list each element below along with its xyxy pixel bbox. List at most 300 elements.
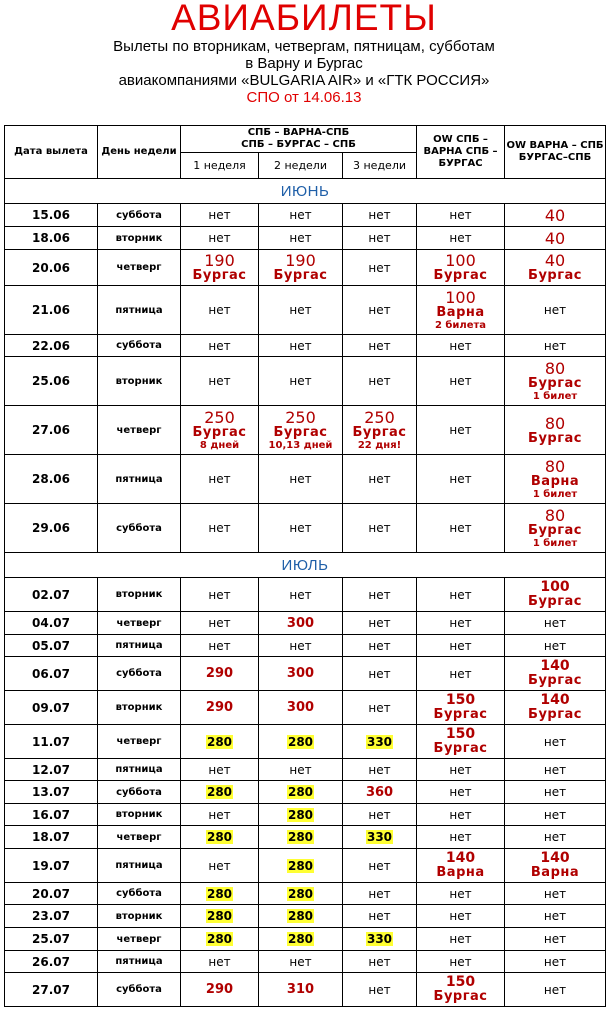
price-value: 40: [544, 251, 566, 270]
date-cell: 25.07: [5, 928, 98, 951]
price-value: 290: [205, 982, 234, 997]
unavailable-text: нет: [368, 858, 391, 873]
day-cell: четверг: [98, 725, 181, 759]
unavailable-text: нет: [208, 472, 231, 486]
unavailable-text: нет: [543, 303, 567, 317]
unavailable-text: нет: [449, 666, 472, 681]
price-cell: [505, 357, 606, 406]
price-cell: [505, 951, 606, 973]
day-cell: четверг: [98, 250, 181, 286]
day-cell: четверг: [98, 826, 181, 849]
price-value: 300: [286, 700, 315, 715]
price-cell: [505, 849, 606, 883]
unavailable-text: нет: [543, 830, 567, 844]
table-row: [5, 849, 606, 883]
price-cell: [417, 204, 505, 227]
table-row: [5, 883, 606, 905]
price-value: 360: [365, 784, 394, 800]
day-cell: суббота: [98, 973, 181, 1007]
month-row: [5, 553, 606, 578]
price-cell: [343, 578, 417, 612]
unavailable-text: нет: [289, 231, 312, 245]
price-cell: [505, 204, 606, 227]
date-cell: 28.06: [5, 455, 98, 504]
unavailable-text: нет: [543, 638, 567, 653]
airport-label: Бургас: [433, 707, 488, 722]
unavailable-text: нет: [289, 521, 312, 535]
price-value: 140: [445, 850, 476, 866]
unavailable-text: нет: [208, 616, 231, 630]
unavailable-text: нет: [208, 303, 231, 317]
price-cell: [181, 357, 259, 406]
price-value: 190: [204, 251, 235, 270]
day-cell: суббота: [98, 883, 181, 905]
price-value: 150: [445, 726, 476, 742]
price-value: 80: [544, 457, 566, 476]
price-cell: [505, 657, 606, 691]
unavailable-text: нет: [289, 208, 312, 222]
price-cell: [505, 883, 606, 905]
unavailable-text: нет: [289, 374, 312, 388]
unavailable-text: нет: [368, 982, 391, 997]
price-cell: [181, 691, 259, 725]
table-row: [5, 781, 606, 804]
price-cell: [181, 928, 259, 951]
unavailable-text: нет: [368, 374, 391, 388]
subtitle-days: Вылеты по вторникам, четвергам, пятницам, субботам: [113, 38, 495, 55]
unavailable-text: нет: [449, 231, 472, 245]
price-cell: [259, 612, 343, 635]
table-row: [5, 759, 606, 781]
unavailable-text: нет: [449, 909, 472, 923]
price-value: 280: [206, 830, 233, 844]
day-cell: вторник: [98, 578, 181, 612]
header-ow-out: OW СПБ – ВАРНА СПБ – БУРГАС: [417, 126, 505, 179]
unavailable-text: нет: [449, 932, 472, 946]
unavailable-text: нет: [208, 954, 231, 969]
price-cell: [259, 826, 343, 849]
price-cell: [259, 657, 343, 691]
unavailable-text: нет: [449, 954, 472, 969]
unavailable-text: нет: [368, 886, 391, 901]
unavailable-text: нет: [449, 208, 472, 222]
flights-body: [5, 179, 606, 1007]
price-cell: [181, 973, 259, 1007]
table-row: [5, 250, 606, 286]
price-cell: [417, 612, 505, 635]
table-row: [5, 357, 606, 406]
price-cell: [343, 612, 417, 635]
unavailable-text: нет: [449, 762, 472, 777]
price-cell: [505, 335, 606, 357]
price-cell: [343, 227, 417, 250]
date-cell: 19.07: [5, 849, 98, 883]
price-cell: [181, 335, 259, 357]
price-cell: [343, 826, 417, 849]
price-cell: [259, 691, 343, 725]
price-value: 80: [544, 506, 566, 525]
unavailable-text: нет: [289, 472, 312, 486]
price-cell: [417, 905, 505, 928]
unavailable-text: нет: [543, 886, 567, 901]
table-row: [5, 227, 606, 250]
price-value: 250: [204, 408, 235, 427]
unavailable-text: нет: [368, 762, 391, 777]
airport-label: Бургас: [528, 707, 582, 722]
price-value: 250: [285, 408, 316, 427]
price-cell: [417, 227, 505, 250]
price-cell: [181, 406, 259, 455]
date-cell: 15.06: [5, 204, 98, 227]
price-cell: [181, 781, 259, 804]
price-cell: [417, 691, 505, 725]
airport-label: Бургас: [433, 268, 488, 283]
date-cell: 16.07: [5, 804, 98, 826]
date-cell: 25.06: [5, 357, 98, 406]
unavailable-text: нет: [368, 909, 391, 923]
unavailable-text: нет: [449, 785, 472, 799]
date-cell: 05.07: [5, 635, 98, 657]
price-cell: [505, 759, 606, 781]
price-cell: [181, 250, 259, 286]
price-value: 280: [206, 909, 233, 923]
price-cell: [505, 612, 606, 635]
price-cell: [343, 635, 417, 657]
price-value: 190: [285, 251, 316, 270]
unavailable-text: нет: [543, 762, 567, 777]
unavailable-text: нет: [449, 638, 472, 653]
price-cell: [259, 928, 343, 951]
price-cell: [259, 804, 343, 826]
price-cell: [343, 657, 417, 691]
ticket-note: 1 билет: [532, 538, 578, 549]
price-cell: [417, 357, 505, 406]
unavailable-text: нет: [368, 616, 391, 630]
price-cell: [259, 725, 343, 759]
price-cell: [343, 759, 417, 781]
price-cell: [417, 951, 505, 973]
price-value: 140: [540, 658, 570, 674]
spo-date: СПО от 14.06.13: [246, 89, 362, 106]
price-cell: [259, 905, 343, 928]
unavailable-text: нет: [543, 785, 567, 799]
price-cell: [259, 849, 343, 883]
price-cell: [259, 455, 343, 504]
unavailable-text: нет: [543, 954, 567, 969]
price-cell: [181, 951, 259, 973]
table-row: [5, 504, 606, 553]
table-row: [5, 612, 606, 635]
price-cell: [259, 635, 343, 657]
unavailable-text: нет: [289, 587, 312, 602]
day-cell: суббота: [98, 657, 181, 691]
unavailable-text: нет: [368, 587, 391, 602]
price-value: 300: [286, 666, 315, 681]
unavailable-text: нет: [368, 231, 391, 245]
unavailable-text: нет: [449, 521, 472, 535]
price-cell: [259, 406, 343, 455]
price-value: 250: [364, 408, 395, 427]
flights-table: [4, 125, 606, 1007]
unavailable-text: нет: [208, 208, 231, 222]
price-cell: [259, 759, 343, 781]
price-cell: [259, 883, 343, 905]
unavailable-text: нет: [208, 807, 231, 822]
price-cell: [181, 635, 259, 657]
price-value: 280: [287, 785, 314, 799]
price-cell: [505, 227, 606, 250]
day-cell: четверг: [98, 928, 181, 951]
price-cell: [343, 406, 417, 455]
header-week-3: 3 недели: [343, 153, 417, 179]
table-row: [5, 455, 606, 504]
price-cell: [417, 928, 505, 951]
month-label: ИЮЛЬ: [5, 553, 606, 578]
price-cell: [181, 905, 259, 928]
table-row: [5, 335, 606, 357]
date-cell: 22.06: [5, 335, 98, 357]
unavailable-text: нет: [208, 374, 231, 388]
airport-label: Варна: [436, 865, 485, 880]
price-cell: [343, 504, 417, 553]
price-cell: [505, 804, 606, 826]
airport-label: Бургас: [192, 268, 247, 283]
price-cell: [259, 250, 343, 286]
price-cell: [417, 335, 505, 357]
day-cell: суббота: [98, 781, 181, 804]
date-cell: 11.07: [5, 725, 98, 759]
unavailable-text: нет: [449, 587, 472, 602]
date-cell: 06.07: [5, 657, 98, 691]
price-value: 280: [287, 807, 314, 822]
price-cell: [417, 973, 505, 1007]
price-cell: [417, 725, 505, 759]
price-cell: [181, 883, 259, 905]
table-row: [5, 973, 606, 1007]
price-cell: [417, 504, 505, 553]
month-row: [5, 179, 606, 204]
price-cell: [259, 578, 343, 612]
header-week-2: 2 недели: [259, 153, 343, 179]
price-cell: [181, 826, 259, 849]
unavailable-text: нет: [543, 616, 567, 630]
unavailable-text: нет: [208, 521, 231, 535]
airport-label: Варна: [436, 305, 485, 320]
date-cell: 27.07: [5, 973, 98, 1007]
date-cell: 23.07: [5, 905, 98, 928]
day-cell: вторник: [98, 691, 181, 725]
price-value: 140: [540, 850, 570, 866]
airport-label: Бургас: [528, 594, 582, 609]
date-cell: 18.07: [5, 826, 98, 849]
header-day: День недели: [98, 126, 181, 179]
price-cell: [343, 951, 417, 973]
ticket-note: 2 билета: [434, 320, 487, 331]
price-cell: [505, 781, 606, 804]
subtitle-airlines: авиакомпаниями «BULGARIA AIR» и «ГТК РОССИЯ»: [118, 72, 490, 89]
unavailable-text: нет: [449, 616, 472, 630]
day-cell: суббота: [98, 335, 181, 357]
price-cell: [417, 250, 505, 286]
day-cell: вторник: [98, 227, 181, 250]
price-cell: [343, 286, 417, 335]
airport-label: Бургас: [528, 673, 582, 688]
price-cell: [505, 578, 606, 612]
price-cell: [417, 578, 505, 612]
unavailable-text: нет: [368, 521, 391, 535]
ticket-note: 1 билет: [532, 489, 578, 500]
price-value: 280: [287, 886, 314, 901]
day-cell: суббота: [98, 204, 181, 227]
unavailable-text: нет: [543, 932, 567, 946]
unavailable-text: нет: [208, 858, 231, 873]
price-value: 330: [366, 830, 393, 844]
airport-label: Бургас: [528, 268, 582, 283]
price-cell: [181, 804, 259, 826]
ticket-note: 22 дня!: [357, 440, 402, 451]
unavailable-text: нет: [289, 303, 312, 317]
airport-label: Варна: [530, 865, 580, 880]
ticket-note: 10,13 дней: [268, 440, 333, 451]
date-cell: 02.07: [5, 578, 98, 612]
price-cell: [505, 725, 606, 759]
price-cell: [417, 804, 505, 826]
table-row: [5, 286, 606, 335]
unavailable-text: нет: [449, 423, 472, 437]
table-row: [5, 804, 606, 826]
price-cell: [417, 826, 505, 849]
price-value: 330: [366, 734, 393, 749]
day-cell: пятница: [98, 849, 181, 883]
price-value: 280: [287, 858, 314, 873]
day-cell: пятница: [98, 951, 181, 973]
date-cell: 13.07: [5, 781, 98, 804]
price-cell: [181, 227, 259, 250]
unavailable-text: нет: [368, 638, 391, 653]
unavailable-text: нет: [289, 638, 312, 653]
price-cell: [259, 504, 343, 553]
price-value: 40: [544, 228, 566, 248]
subtitle-destinations: в Варну и Бургас: [245, 55, 363, 72]
date-cell: 09.07: [5, 691, 98, 725]
price-cell: [343, 781, 417, 804]
price-cell: [417, 406, 505, 455]
price-cell: [505, 973, 606, 1007]
price-cell: [181, 504, 259, 553]
day-cell: пятница: [98, 635, 181, 657]
ticket-note: 1 билет: [532, 391, 578, 402]
unavailable-text: нет: [289, 762, 312, 777]
airport-label: Бургас: [433, 989, 488, 1004]
unavailable-text: нет: [543, 338, 567, 353]
price-value: 100: [540, 579, 570, 595]
price-cell: [417, 286, 505, 335]
price-value: 280: [287, 734, 314, 749]
date-cell: 20.07: [5, 883, 98, 905]
page-header: [0, 0, 608, 107]
airport-label: Бургас: [528, 376, 582, 391]
price-cell: [259, 973, 343, 1007]
price-cell: [417, 759, 505, 781]
unavailable-text: нет: [543, 982, 567, 997]
unavailable-text: нет: [208, 587, 231, 602]
date-cell: 27.06: [5, 406, 98, 455]
price-cell: [417, 657, 505, 691]
price-cell: [181, 759, 259, 781]
day-cell: суббота: [98, 504, 181, 553]
price-value: 290: [205, 700, 234, 715]
airport-label: Бургас: [273, 425, 328, 440]
unavailable-text: нет: [368, 666, 391, 681]
price-cell: [343, 725, 417, 759]
price-value: 290: [205, 666, 234, 681]
day-cell: вторник: [98, 905, 181, 928]
unavailable-text: нет: [449, 830, 472, 844]
date-cell: 18.06: [5, 227, 98, 250]
unavailable-text: нет: [368, 954, 391, 969]
price-cell: [505, 905, 606, 928]
table-row: [5, 951, 606, 973]
day-cell: вторник: [98, 357, 181, 406]
price-cell: [343, 905, 417, 928]
price-cell: [505, 826, 606, 849]
price-cell: [343, 928, 417, 951]
date-cell: 20.06: [5, 250, 98, 286]
price-cell: [259, 335, 343, 357]
table-row: [5, 725, 606, 759]
price-value: 280: [206, 734, 233, 749]
price-value: 280: [206, 886, 233, 901]
price-value: 330: [366, 932, 393, 946]
price-value: 150: [445, 974, 476, 990]
table-row: [5, 635, 606, 657]
price-cell: [343, 883, 417, 905]
price-value: 150: [445, 692, 476, 708]
price-cell: [343, 357, 417, 406]
table-row: [5, 691, 606, 725]
unavailable-text: нет: [543, 909, 567, 923]
price-cell: [343, 335, 417, 357]
price-cell: [505, 286, 606, 335]
price-cell: [343, 455, 417, 504]
unavailable-text: нет: [368, 303, 391, 317]
unavailable-text: нет: [368, 338, 391, 353]
header-week-1: 1 неделя: [181, 153, 259, 179]
page-title: АВИАБИЛЕТЫ: [171, 0, 437, 38]
date-cell: 04.07: [5, 612, 98, 635]
unavailable-text: нет: [368, 700, 391, 715]
unavailable-text: нет: [368, 472, 391, 486]
unavailable-text: нет: [543, 807, 567, 822]
price-value: 100: [445, 288, 476, 307]
unavailable-text: нет: [208, 231, 231, 245]
unavailable-text: нет: [208, 762, 231, 777]
price-value: 140: [540, 692, 570, 708]
unavailable-text: нет: [449, 472, 472, 486]
price-cell: [417, 883, 505, 905]
airport-label: Варна: [530, 474, 580, 489]
price-value: 80: [544, 413, 566, 433]
header-date: Дата вылета: [5, 126, 98, 179]
unavailable-text: нет: [368, 260, 391, 275]
unavailable-text: нет: [449, 374, 472, 388]
date-cell: 12.07: [5, 759, 98, 781]
price-cell: [259, 204, 343, 227]
table-row: [5, 578, 606, 612]
price-value: 280: [287, 909, 314, 923]
date-cell: 21.06: [5, 286, 98, 335]
price-value: 80: [544, 359, 566, 378]
